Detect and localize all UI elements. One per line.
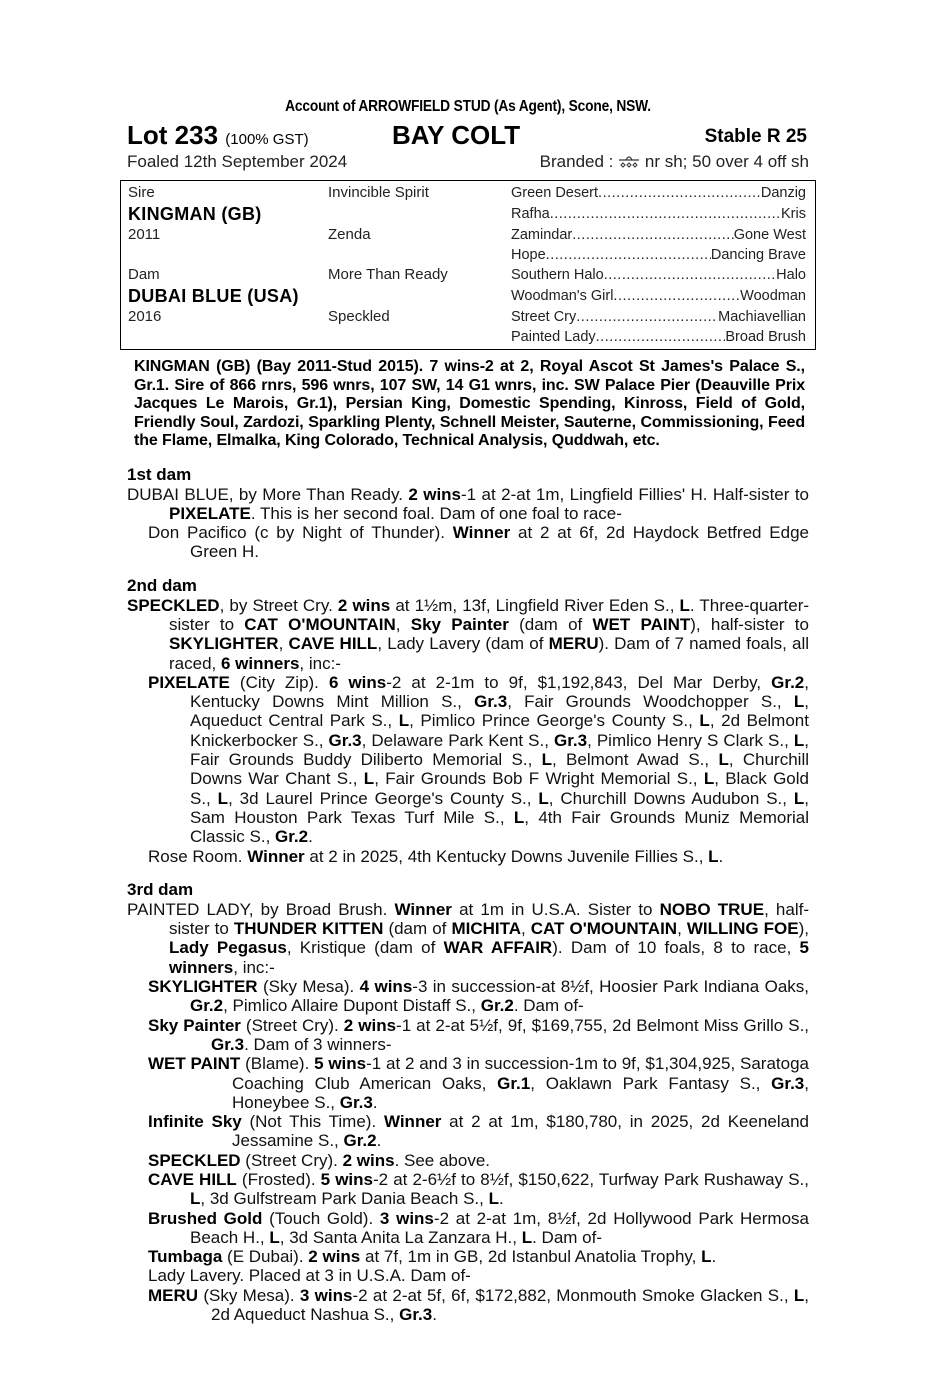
pedigree-entry: DUBAI BLUE, by More Than Ready. 2 wins-1 at 2-at 1m, Lingfield Fillies' H. Half-sister to PIXELATE. This is her second foal. Dam of one foal to race- (127, 484, 810, 523)
sire-year: 2011 (128, 226, 161, 243)
gst-note: (100% GST) (225, 131, 309, 148)
first-dam-section (127, 465, 809, 562)
pedigree-entry: SPECKLED, by Street Cry. 2 wins at 1½m, 13f, Lingfield River Eden S., L. Three-quarter-sister to CAT O'MOUNTAIN, Sky Painter (dam of WET PAINT), half-sister to SKYLIGHTER, CAVE HILL, Lady Lavery (dam of MERU). Dam of 7 named foals, all raced, 6 winners, inc:- (127, 595, 810, 673)
pedigree-table (120, 180, 816, 350)
pedigree-entry: SPECKLED (Street Cry). 2 wins. See above. (148, 1150, 491, 1170)
foaled-date: Foaled 12th September 2024 (127, 152, 348, 171)
lot-title: BAY COLT (392, 120, 521, 150)
third-dam-section (127, 880, 809, 1325)
section-heading: 3rd dam (127, 879, 194, 899)
pedigree-entry: WET PAINT (Blame). 5 wins-1 at 2 and 3 in succession-1m to 9f, $1,304,925, Saratoga Coaching Club American Oaks, Gr.1, Oaklawn Park Fantasy S., Gr.3, Honeybee S., Gr.3. (148, 1054, 809, 1112)
ancestor-row: Street Cry ..... Machiavellian (511, 307, 806, 327)
pedigree-entry: PIXELATE (City Zip). 6 wins-2 at 2-1m to 9f, $1,192,843, Del Mar Derby, Gr.2, Kentucky Downs Mint Million S., Gr.3, Fair Grounds Woodchopper S., L, Aqueduct Central Park S., L, Pimlico Prince George's County S., L, 2d Belmont Knickerbocker S., Gr.3, Delaware Park Kent S., Gr.3, Pimlico Henry S Clark S., L, Fair Grounds Buddy Diliberto Memorial S., L, Belmont Awad S., L, Churchill Downs War Chant S., L, Fair Grounds Bob F Wright Memorial S., L, Black Gold S., L, 3d Laurel Prince George's County S., L, Churchill Downs Audubon S., L, Sam Houston Park Texas Turf Mile S., L, 4th Fair Grounds Muniz Memorial Classic S., Gr.2. (148, 672, 810, 847)
pedigree-entry: MERU (Sky Mesa). 3 wins-2 at 2-at 5f, 6f, $172,882, Monmouth Smoke Glacken S., L, 2d Aqueduct Nashua S., Gr.3. (148, 1285, 809, 1325)
pedigree-entry: Don Pacifico (c by Night of Thunder). Winner at 2 at 6f, 2d Haydock Betfred Edge Green H. (148, 523, 809, 562)
lot-header (127, 120, 809, 150)
ancestor-row: Painted Lady ..... Broad Brush (511, 327, 806, 347)
sire-name: KINGMAN (GB) (128, 204, 262, 224)
pedigree-entry: Infinite Sky (Not This Time). Winner at 2 at 1m, $180,780, in 2025, 2d Keeneland Jessamine S., Gr.2. (148, 1112, 810, 1151)
pedigree-entry: Tumbaga (E Dubai). 2 wins at 7f, 1m in GB, 2d Istanbul Anatolia Trophy, L. (148, 1247, 717, 1267)
ancestor-row: Zamindar ..... Gone West (511, 225, 806, 245)
pedigree-entry: Sky Painter (Street Cry). 2 wins-1 at 2-at 5½f, 9f, $169,755, 2d Belmont Miss Grillo S., Gr.3. Dam of 3 winners- (148, 1015, 810, 1054)
dam-name: DUBAI BLUE (USA) (128, 286, 299, 306)
stable-location: Stable R 25 (704, 126, 807, 147)
vendor-account: Account of ARROWFIELD STUD (As Agent), Scone, NSW. (285, 98, 651, 115)
pedigree-entry: Brushed Gold (Touch Gold). 3 wins-2 at 2-at 1m, 8½f, 2d Hollywood Park Hermosa Beach H., L, 3d Santa Anita La Zanzara H., L. Dam of- (148, 1208, 809, 1247)
ancestor-row: Hope ..... Dancing Brave (511, 245, 806, 265)
foaling-row (127, 150, 809, 174)
ancestor-row: Southern Halo ..... Halo (511, 265, 806, 285)
sire-sire: Invincible Spirit (328, 184, 429, 201)
brand-info (540, 150, 809, 174)
pedigree-entry: CAVE HILL (Frosted). 5 wins-2 at 2-6½f to 8½f, $150,622, Turfway Park Rushaway S., L, 3d Gulfstream Park Dania Beach S., L. (148, 1170, 809, 1209)
section-heading: 2nd dam (127, 575, 197, 595)
entries (127, 485, 809, 562)
sire-summary: KINGMAN (GB) (Bay 2011-Stud 2015). 7 wins-2 at 2, Royal Ascot St James's Palace S., Gr.1. Sire of 866 rnrs, 596 wnrs, 107 SW, 14 G1 wnrs, inc. SW Palace Pier (Deauville Prix Jacques Le Marois, Gr.1), Persian King, Domestic Spending, Kinross, Field of Gold, Friendly Soul, Zardozi, Sparkling Plenty, Schnell Meister, Sauterne, Commissioning, Feed the Flame, Elmalka, King Colorado, Technical Analysis, Quddwah, etc. (134, 358, 805, 449)
section-heading: 1st dam (127, 464, 192, 484)
ancestor-row: Woodman's Girl ..... Woodman (511, 286, 806, 306)
pedigree-entry: SKYLIGHTER (Sky Mesa). 4 wins-3 in succession-at 8½f, Hoosier Park Indiana Oaks, Gr.2, Pimlico Allaire Dupont Distaff S., Gr.2. Dam of- (148, 977, 809, 1016)
pedigree-entry: PAINTED LADY, by Broad Brush. Winner at 1m in U.S.A. Sister to NOBO TRUE, half-sister to THUNDER KITTEN (dam of MICHITA, CAT O'MOUNTAIN, WILLING FOE), Lady Pegasus, Kristique (dam of WAR AFFAIR). Dam of 10 foals, 8 to race, 5 winners, inc:- (127, 899, 809, 977)
entries (127, 596, 809, 866)
branded-label: Branded : (539, 152, 614, 171)
second-dam-section (127, 576, 809, 866)
dam-label: Dam (128, 266, 160, 283)
lot-label: Lot 233 (127, 120, 219, 150)
entries (127, 900, 809, 1325)
pedigree-entry: Lady Lavery. Placed at 3 in U.S.A. Dam of- (148, 1266, 471, 1286)
ancestor-row: Rafha ..... Kris (511, 204, 806, 224)
dam-year: 2016 (128, 308, 162, 325)
catalogue-page (127, 96, 809, 1324)
branded-detail: nr sh; 50 over 4 off sh (644, 152, 809, 171)
dam-dam: Speckled (328, 308, 390, 325)
sire-dam: Zenda (328, 226, 371, 243)
dam-sire: More Than Ready (328, 266, 448, 283)
brand-mark-icon (618, 153, 640, 169)
pedigree-entry: Rose Room. Winner at 2 in 2025, 4th Kentucky Downs Juvenile Fillies S., L. (148, 846, 724, 866)
ancestor-row: Green Desert ..... Danzig (511, 183, 806, 203)
sire-label: Sire (128, 184, 155, 201)
